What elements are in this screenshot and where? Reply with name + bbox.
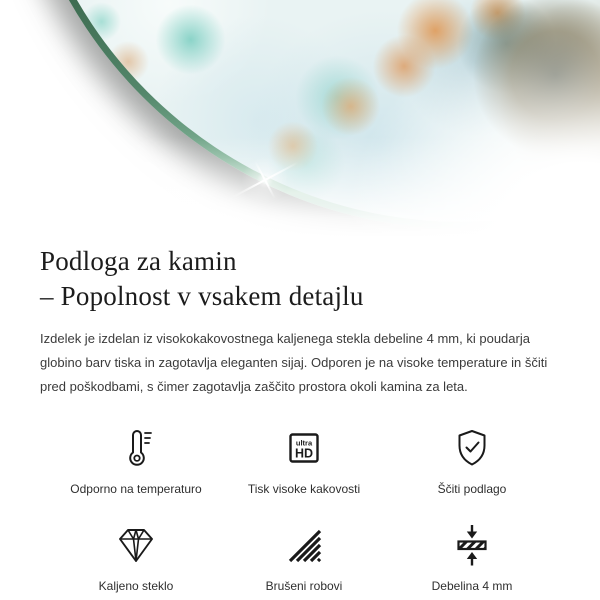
- feature-label: Debelina 4 mm: [431, 579, 513, 593]
- marble-artwork: [17, 0, 600, 222]
- feature-item: [388, 522, 556, 593]
- feature-label: Odporno na temperaturo: [70, 482, 202, 496]
- page-title: [40, 244, 568, 314]
- product-hero-image: [0, 0, 600, 240]
- feature-item: [220, 425, 388, 496]
- feature-item: [52, 425, 220, 496]
- features-grid: [40, 425, 568, 593]
- feature-item: [52, 522, 220, 593]
- beveled-edges-icon: [282, 522, 326, 568]
- product-description: Izdelek je izdelan iz visokokakovostnega kaljenega stekla debeline 4 mm, ki poudarja globino barv tiska in zagotavlja eleganten sijaj. Odporen je na visoke temperature in ščiti pred poškodbami, s čimer zagotavlja zaščito prostora okoli kamina za leta.: [40, 331, 548, 394]
- glass-panel: [10, 0, 600, 229]
- ultra-hd-icon-text-bottom: HD: [294, 446, 314, 461]
- diamond-icon: [114, 522, 158, 568]
- feature-label: Brušeni robovi: [265, 579, 343, 593]
- sparkle-highlight: [228, 143, 302, 217]
- ultra-hd-icon: [282, 425, 326, 471]
- thermometer-icon: [114, 425, 158, 471]
- feature-item: [220, 522, 388, 593]
- title-line-2: – Popolnost v vsakem detajlu: [40, 281, 364, 311]
- feature-label: Tisk visoke kakovosti: [247, 482, 361, 496]
- feature-item: [388, 425, 556, 496]
- content-area: [0, 244, 600, 593]
- thickness-icon: [450, 522, 494, 568]
- shield-check-icon: [450, 425, 494, 471]
- feature-label: Kaljeno steklo: [98, 579, 174, 593]
- title-line-1: Podloga za kamin: [40, 246, 237, 276]
- ultra-hd-icon-text-top: ultra: [295, 438, 313, 448]
- feature-label: Ščiti podlago: [437, 482, 507, 496]
